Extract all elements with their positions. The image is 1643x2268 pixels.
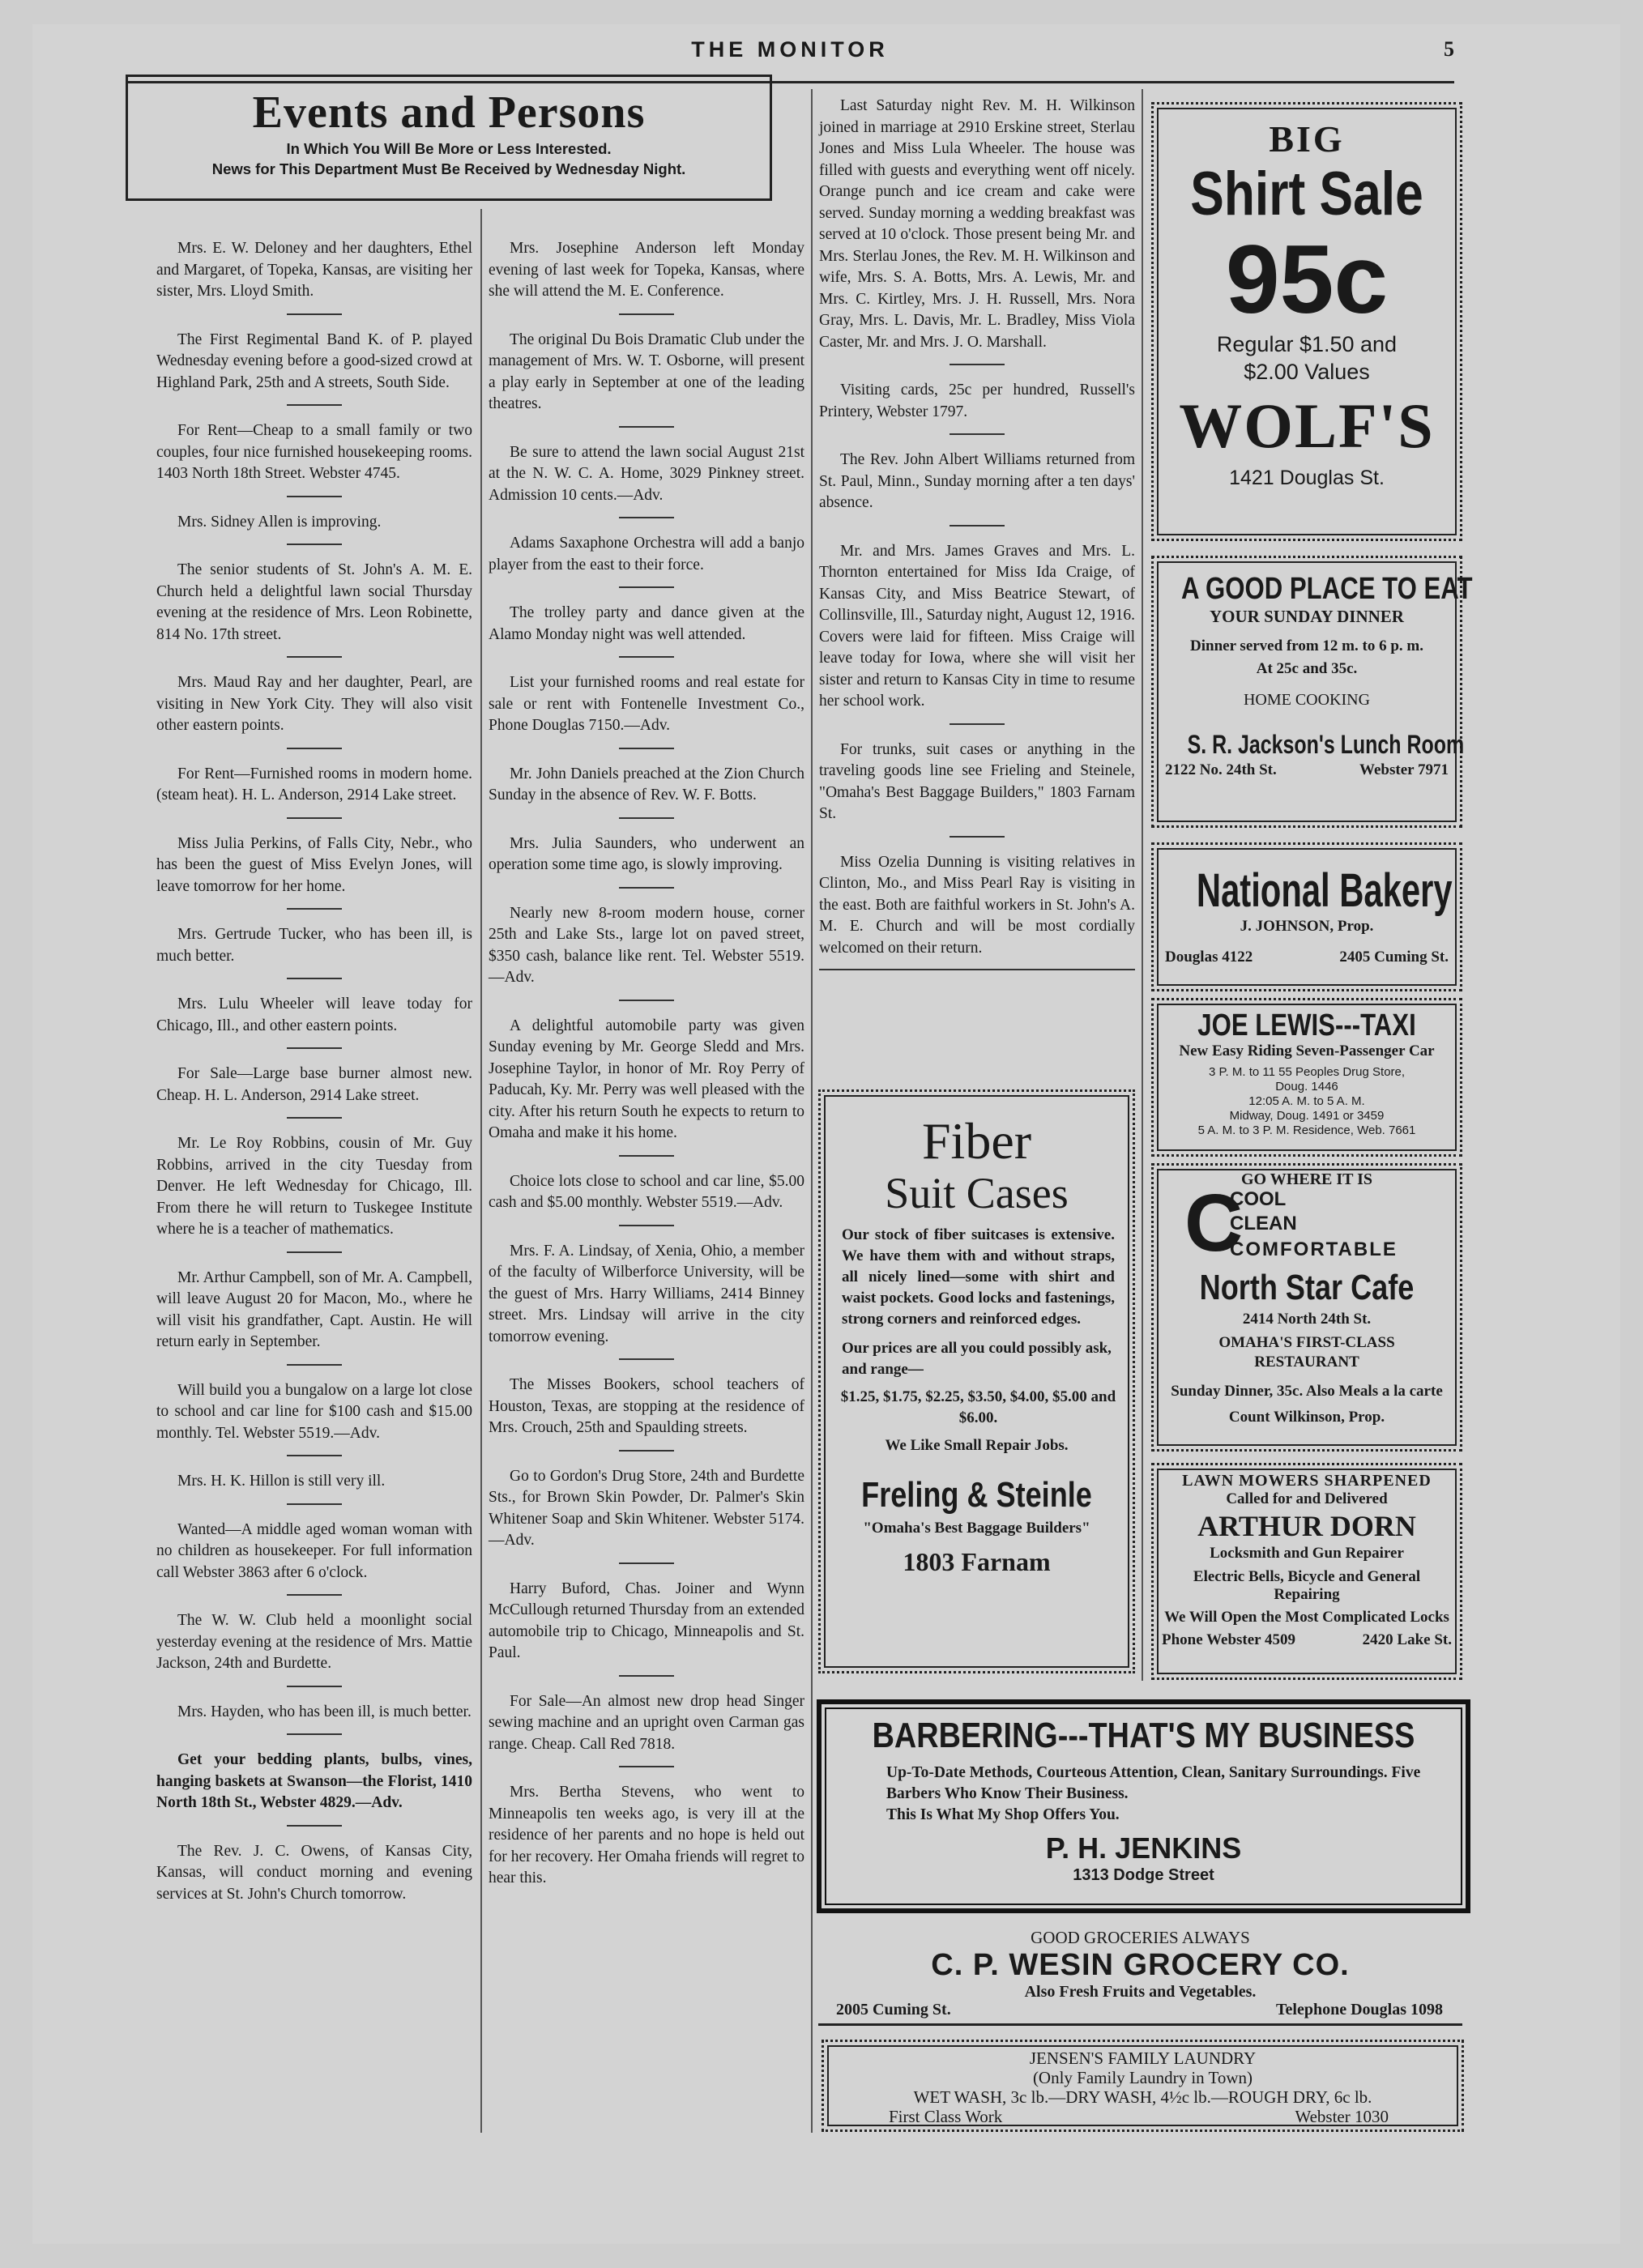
- news-item: For trunks, suit cases or anything in the traveling goods line see Frieling and Steinele, "Omaha's Best Baggage Builders," 1803 Farnam St.: [819, 740, 1135, 822]
- ad-line: 12:05 A. M. to 5 A. M.: [1248, 1094, 1365, 1108]
- ad-line: Sunday Dinner, 35c. Also Meals a la carte: [1171, 1383, 1443, 1400]
- ad-body: Our stock of fiber suitcases is extensive. We have them with and without straps, all nicely lined—some with shirt and waist pockets. Good locks and fastenings, strong corners and reinforced edges.: [842, 1226, 1115, 1328]
- news-item: Last Saturday night Rev. M. H. Wilkinson joined in marriage at 2910 Erskine street, Sterlau Jones and Miss Lula Wheeler. The house was filled with guests and everything went off nicely. Orange punch and ice cream and cake were served. Sunday morning a wedding breakfast was served at 10 o'clock. Those present being Mr. and Mrs. Sterlau Jones, the Rev. M. H. Wilkinson and wife, Mrs. S. A. Botts, Mrs. A. Lewis, Mr. and Mrs. C. Kirtley, Mrs. J. H. Russell, Mrs. Nora Gray, Mrs. L. Davis, Mr. L. Bradley, Miss Viola Caster, Mr. and Mrs. J. O. Marshall.: [819, 97, 1135, 351]
- item-separator: [287, 656, 342, 658]
- ad-line: 5 A. M. to 3 P. M. Residence, Web. 7661: [1197, 1123, 1416, 1137]
- ad-line: RESTAURANT: [1254, 1354, 1359, 1371]
- restaurant-ad: [1151, 556, 1473, 828]
- news-item: The Rev. John Albert Williams returned from St. Paul, Minn., Sunday morning after a ten days' absence.: [819, 451, 1135, 511]
- item-separator: [619, 426, 674, 428]
- item-separator: [287, 1047, 342, 1049]
- news-item: Visiting cards, 25c per hundred, Russell's Printery, Webster 1797.: [819, 382, 1135, 420]
- cafe-ad: [1151, 1163, 1462, 1452]
- item-separator: [287, 1733, 342, 1735]
- ad-values: $2.00 Values: [1244, 360, 1370, 384]
- paper-title: THE MONITOR: [691, 37, 889, 62]
- ad-line: First Class Work: [889, 2107, 1003, 2126]
- item-separator: [619, 313, 674, 315]
- shirt-sale-ad: [1151, 102, 1462, 541]
- item-separator: [287, 1455, 342, 1456]
- ad-line: Midway, Doug. 1491 or 3459: [1229, 1109, 1385, 1123]
- news-item: Miss Ozelia Dunning is visiting relatives in Clinton, Mo., and Miss Pearl Ray is visiting in the east. Both are faithful workers in St. John's A. M. E. Church and will be most cordially welcomed on their return.: [819, 853, 1135, 957]
- news-item: The original Du Bois Dramatic Club under the management of Mrs. W. T. Osborne, will present a play early in September at one of the leading theatres.: [489, 330, 804, 412]
- news-item: Mrs. Lulu Wheeler will leave today for Chicago, Ill., and other eastern points.: [156, 995, 472, 1034]
- ad-contact: [818, 2001, 1462, 2019]
- item-separator: [950, 525, 1005, 526]
- ad-values: Regular $1.50 and: [1216, 332, 1398, 356]
- news-item: Adams Saxaphone Orchestra will add a banjo player from the east to their force.: [489, 535, 804, 573]
- ad-prices-intro: Our prices are all you could possibly ask, and range—: [842, 1340, 1112, 1378]
- item-separator: [619, 1225, 674, 1226]
- ad-slogan: "Omaha's Best Baggage Builders": [863, 1520, 1090, 1537]
- column-rule: [1142, 89, 1143, 1681]
- news-item: Mrs. Gertrude Tucker, who has been ill, is much better.: [156, 926, 472, 965]
- news-item: Nearly new 8-room modern house, corner 25th and Lake Sts., large lot on paved street, $350 cash, balance like rent. Tel. Webster 5519.—Adv.: [489, 904, 804, 986]
- item-separator: [619, 517, 674, 518]
- ad-line: HOME COOKING: [1243, 691, 1371, 709]
- item-separator: [619, 1450, 674, 1452]
- news-item: The First Regimental Band K. of P. played Wednesday evening before a good-sized crowd at Highland Park, 25th and A streets, South Side.: [156, 330, 472, 391]
- item-separator: [619, 1155, 674, 1157]
- item-separator: [950, 433, 1005, 435]
- item-separator: [619, 1766, 674, 1767]
- ad-line: 3 P. M. to 11 55 Peoples Drug Store,: [1208, 1065, 1406, 1079]
- item-separator: [619, 1358, 674, 1360]
- ad-store-name: WOLF'S: [1179, 390, 1435, 461]
- item-separator: [287, 313, 342, 315]
- news-item: List your furnished rooms and real estate for sale or rent with Fontenelle Investment Co., Phone Douglas 7150.—Adv.: [489, 674, 804, 734]
- ad-top-line: GO WHERE IT IS: [1240, 1170, 1373, 1188]
- ad-phone: Webster 1030: [1295, 2107, 1389, 2126]
- ad-title: North Star Cafe: [1199, 1268, 1415, 1307]
- news-item: Harry Buford, Chas. Joiner and Wynn McCullough returned Thursday from an extended automobile trip to Chicago, Minneapolis and St. Paul.: [489, 1580, 804, 1661]
- laundry-ad: [822, 2040, 1464, 2132]
- news-item: For Sale—An almost new drop head Singer sewing machine and an upright oven Carman gas range. Cheap. Call Red 7818.: [489, 1692, 804, 1753]
- news-item: Be sure to attend the lawn social August 21st at the N. W. C. A. Home, 3029 Pinkney street. Admission 10 cents.—Adv.: [489, 443, 804, 504]
- item-separator: [619, 817, 674, 819]
- ad-address: 1803 Farnam: [903, 1547, 1051, 1576]
- ad-business-name: ARTHUR DORN: [1197, 1510, 1416, 1542]
- news-item: Get your bedding plants, bulbs, vines, hanging baskets at Swanson—the Florist, 1410 North 18th St., Webster 4829.—Adv.: [156, 1751, 472, 1811]
- fiber-suitcase-ad: [818, 1089, 1135, 1673]
- section-title: Events and Persons: [252, 87, 646, 138]
- ad-contact: [1154, 1626, 1460, 1649]
- item-separator: [287, 748, 342, 749]
- ad-line: Called for and Delivered: [1226, 1490, 1388, 1507]
- locksmith-ad: [1151, 1463, 1462, 1680]
- ad-shirt-sale: Shirt Sale: [1190, 160, 1423, 228]
- ad-firm: Freling & Steinle: [861, 1475, 1092, 1515]
- ad-address: 1313 Dodge Street: [1073, 1866, 1214, 1884]
- item-separator: [287, 978, 342, 979]
- item-separator: [287, 817, 342, 819]
- news-item: The W. W. Club held a moonlight social yesterday evening at the residence of Mrs. Mattie Jackson, 24th and Burdette.: [156, 1612, 472, 1672]
- ad-address: 2414 North 24th St.: [1242, 1311, 1372, 1328]
- ad-business-name: P. H. JENKINS: [1045, 1831, 1242, 1865]
- news-item: Mrs. F. A. Lindsay, of Xenia, Ohio, a member of the faculty of Wilberforce University, will be the guest of Mrs. Harry Williams, 2414 Binney street. Mrs. Lindsay will arrive in the city tomorrow evening.: [489, 1242, 804, 1345]
- ad-proprietor: J. JOHNSON, Prop.: [1240, 918, 1374, 935]
- ad-contact: [1154, 761, 1460, 779]
- ad-subtitle: New Easy Riding Seven-Passenger Car: [1179, 1042, 1435, 1059]
- ad-line: Locksmith and Gun Repairer: [1210, 1545, 1404, 1562]
- news-item: Mrs. Bertha Stevens, who went to Minneapolis ten weeks ago, is very ill at the residence of her parents and no hope is held out for her recovery. Her Omaha friends will regret to hear this.: [489, 1784, 804, 1886]
- news-item: For Sale—Large base burner almost new. Cheap. H. L. Anderson, 2914 Lake street.: [156, 1065, 472, 1104]
- news-item: Mrs. Josephine Anderson left Monday evening of last week for Topeka, Kansas, where she will attend the M. E. Conference.: [489, 240, 804, 300]
- ad-address: 2122 No. 24th St.: [1165, 761, 1277, 778]
- ad-phone: Douglas 4122: [1165, 949, 1253, 966]
- ad-address: 1421 Douglas St.: [1229, 467, 1385, 489]
- barber-ad: [817, 1699, 1470, 1913]
- item-separator: [287, 908, 342, 910]
- news-item: The senior students of St. John's A. M. E. Church held a delightful lawn social Thursday evening at the residence of Mrs. Leon Robinette, 814 No. 17th street.: [156, 561, 472, 643]
- ad-body: Up-To-Date Methods, Courteous Attention, Clean, Sanitary Surroundings. Five Barbers Who Know Their Business.: [886, 1764, 1421, 1802]
- c-letter-icon: C: [1184, 1178, 1244, 1268]
- item-separator: [287, 1251, 342, 1253]
- ad-subtitle: Also Fresh Fruits and Vegetables.: [1024, 1983, 1257, 2001]
- item-separator: [287, 496, 342, 497]
- item-separator: [287, 1364, 342, 1366]
- ad-line: Doug. 1446: [1275, 1080, 1338, 1094]
- ad-address: 2420 Lake St.: [1362, 1631, 1452, 1648]
- item-separator: [287, 1503, 342, 1505]
- news-item: A delightful automobile party was given Sunday evening by Mr. George Sledd and Mrs. Josephine Taylor, in honor of Mr. Roy Perry of Paducah, Ky. Mr. Perry was well pleased with the city. After his return South he expects to return to Omaha and make it his home.: [489, 1017, 804, 1141]
- ad-line: Electric Bells, Bicycle and General Repairing: [1193, 1568, 1421, 1603]
- ad-price: 95c: [1225, 225, 1389, 334]
- section-note: News for This Department Must Be Received by Wednesday Night.: [211, 160, 686, 177]
- ad-prices: WET WASH, 3c lb.—DRY WASH, 4½c lb.—ROUGH DRY, 6c lb.: [913, 2087, 1372, 2107]
- ad-title: JOE LEWIS---TAXI: [1197, 1008, 1416, 1042]
- news-item: Mr. John Daniels preached at the Zion Church Sunday in the absence of Rev. W. F. Botts.: [489, 765, 804, 804]
- ad-subtitle: Suit Cases: [885, 1169, 1069, 1217]
- news-item: Mrs. Hayden, who has been ill, is much better.: [177, 1703, 472, 1720]
- news-column-1: [156, 238, 472, 1905]
- news-item: For Rent—Furnished rooms in modern home. (steam heat). H. L. Anderson, 2914 Lake street.: [156, 765, 472, 804]
- ad-line: Dinner served from 12 m. to 6 p. m.: [1190, 637, 1423, 654]
- ad-cool: COOL: [1230, 1188, 1287, 1210]
- ad-title: Fiber: [921, 1112, 1032, 1170]
- ad-top-line: LAWN MOWERS SHARPENED: [1182, 1472, 1432, 1490]
- news-item: The Rev. J. C. Owens, of Kansas City, Kansas, will conduct morning and evening services at St. John's Church tomorrow.: [156, 1842, 472, 1903]
- ad-phone: Telephone Douglas 1098: [1276, 2001, 1443, 2019]
- ad-business-name: C. P. WESIN GROCERY CO.: [931, 1948, 1350, 1982]
- news-item: Will build you a bungalow on a large lot close to school and car line for $100 cash and $15.00 monthly. Tel. Webster 5519.—Adv.: [156, 1381, 472, 1442]
- news-item: Wanted—A middle aged woman woman with no children as housekeeper. For full information call Webster 3863 after 6 o'clock.: [156, 1520, 472, 1581]
- ad-proprietor: Count Wilkinson, Prop.: [1228, 1409, 1385, 1426]
- ad-contact: [1154, 936, 1460, 966]
- ad-subtitle: YOUR SUNDAY DINNER: [1210, 607, 1404, 626]
- ad-address: 2005 Cuming St.: [836, 2001, 951, 2019]
- column-rule: [811, 89, 813, 2133]
- news-item: Mrs. H. K. Hillon is still very ill.: [177, 1473, 386, 1490]
- news-item: Mrs. E. W. Deloney and her daughters, Ethel and Margaret, of Topeka, Kansas, are visiting her sister, Mrs. Lloyd Smith.: [156, 240, 472, 300]
- item-separator: [287, 1117, 342, 1119]
- news-item: Go to Gordon's Drug Store, 24th and Burdette Sts., for Brown Skin Powder, Dr. Palmer's Skin Whitener Soap and Skin Whitener. Webster 5174.—Adv.: [489, 1467, 804, 1549]
- ad-title: National Bakery: [1196, 864, 1453, 917]
- news-item: Mr. Arthur Campbell, son of Mr. A. Campbell, will leave August 20 for Macon, Mo., where he will visit his grandfather, Capt. Austin. He will return early in September.: [156, 1268, 472, 1350]
- ad-line: At 25c and 35c.: [1256, 660, 1358, 677]
- item-separator: [619, 887, 674, 889]
- item-separator: [619, 656, 674, 658]
- news-item: Mr. and Mrs. James Graves and Mrs. L. Thornton entertained for Miss Ida Craige, of Kansas City, and Miss Beatrice Stewart, of Collinsville, Ill., Saturday night, August 12, 1916. Covers were laid for fifteen. Miss Craige will leave today for Iowa, where she will visit her sister and return to Kansas City in time to resume her school work.: [819, 542, 1135, 710]
- section-rule: [819, 969, 1135, 970]
- ad-address: 2405 Cuming St.: [1339, 949, 1449, 966]
- page-number: 5: [1444, 37, 1454, 61]
- item-separator: [619, 1675, 674, 1677]
- ad-top-line: GOOD GROCERIES ALWAYS: [1031, 1928, 1250, 1947]
- column-rule: [480, 209, 482, 2133]
- ad-line: We Will Open the Most Complicated Locks: [1164, 1609, 1449, 1626]
- ad-title: BARBERING---THAT'S MY BUSINESS: [872, 1716, 1415, 1755]
- section-header: [126, 75, 772, 201]
- item-separator: [287, 404, 342, 406]
- ad-title: A GOOD PLACE TO EAT: [1181, 572, 1473, 606]
- news-column-3: [819, 96, 1135, 970]
- ad-contact: [824, 2107, 1462, 2126]
- ad-comfortable: COMFORTABLE: [1230, 1238, 1398, 1260]
- news-item: Miss Julia Perkins, of Falls City, Nebr., who has been the guest of Miss Evelyn Jones, will leave tomorrow for her home.: [156, 834, 472, 895]
- taxi-ad: [1151, 998, 1462, 1157]
- section-subtitle: In Which You Will Be More or Less Interested.: [286, 140, 612, 157]
- news-item: For Rent—Cheap to a small family or two couples, four nice furnished housekeeping rooms. 1403 North 18th Street. Webster 4745.: [156, 422, 472, 482]
- ad-subtitle: (Only Family Laundry in Town): [1032, 2068, 1253, 2087]
- ad-business-name: S. R. Jackson's Lunch Room: [1187, 730, 1465, 759]
- news-column-2: [489, 238, 804, 1890]
- bakery-ad: [1151, 842, 1462, 991]
- ad-big: BIG: [1269, 118, 1345, 160]
- news-item: Mrs. Julia Saunders, who underwent an operation some time ago, is slowly improving.: [489, 834, 804, 873]
- grocery-ad: [818, 1928, 1462, 2026]
- item-separator: [950, 723, 1005, 725]
- item-separator: [619, 1562, 674, 1564]
- item-separator: [950, 364, 1005, 365]
- ad-title: JENSEN'S FAMILY LAUNDRY: [1029, 2048, 1257, 2068]
- ad-prices: $1.25, $1.75, $2.25, $3.50, $4.00, $5.00 and $6.00.: [840, 1388, 1116, 1426]
- ad-line: OMAHA'S FIRST-CLASS: [1218, 1334, 1395, 1351]
- news-item: Choice lots close to school and car line, $5.00 cash and $5.00 monthly. Webster 5519.—Adv.: [489, 1172, 804, 1211]
- item-separator: [619, 748, 674, 749]
- ad-phone: Phone Webster 4509: [1162, 1631, 1296, 1648]
- item-separator: [287, 1594, 342, 1596]
- item-separator: [619, 1000, 674, 1001]
- item-separator: [287, 1686, 342, 1687]
- item-separator: [287, 544, 342, 545]
- news-item: Mrs. Sidney Allen is improving.: [177, 513, 382, 531]
- ad-clean: CLEAN: [1230, 1213, 1297, 1234]
- item-separator: [950, 836, 1005, 838]
- news-item: The trolley party and dance given at the Alamo Monday night was well attended.: [489, 604, 804, 643]
- news-item: The Misses Bookers, school teachers of Houston, Texas, are stopping at the residence of Mrs. Crouch, 25th and Spaulding streets.: [489, 1376, 804, 1436]
- ad-repair: We Like Small Repair Jobs.: [885, 1437, 1069, 1454]
- item-separator: [619, 586, 674, 588]
- item-separator: [287, 1825, 342, 1827]
- ad-offer: This Is What My Shop Offers You.: [886, 1806, 1120, 1823]
- ad-phone: Webster 7971: [1359, 761, 1449, 778]
- news-item: Mr. Le Roy Robbins, cousin of Mr. Guy Robbins, arrived in the city Tuesday from Denver. He left Wednesday for Chicago, Ill. From there he will return to Tuskegee Institute where he is a teacher of mathematics.: [156, 1135, 472, 1238]
- news-item: Mrs. Maud Ray and her daughter, Pearl, are visiting in New York City. They will also visit other eastern points.: [156, 674, 472, 734]
